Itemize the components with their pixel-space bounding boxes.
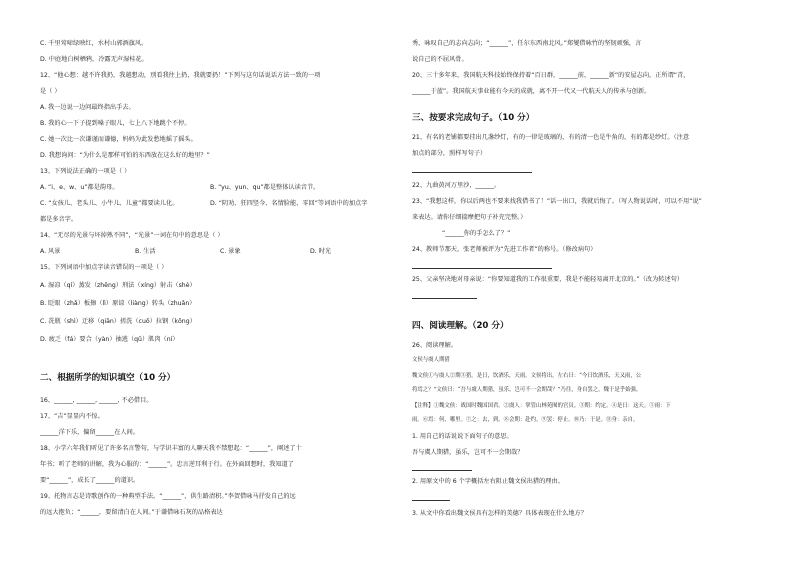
option-c-q15: C. 冼瓶（shì）迁移（qiān）搓洗（cuō）拉钢（kōng）: [40, 318, 196, 325]
question-15: 15、下列词语中加点字读音错误的一项是（ ）: [40, 264, 168, 271]
passage-notes-2: 雨。⑥焉：何，哪里。⑦之：去，到。⑧会期：赴约。⑨罢：停止。⑩乃：于是。⑪身：亲自。: [412, 417, 639, 423]
question-20: 20、三十多年来，我国航天科技始终保持着“百日群，______前，______新”的安屋志向，正所谓“青，: [412, 72, 690, 79]
question-19: 19、托物言志是诗歌创作的一种典型手法。“______”，供生路清积。”李贺借咏马抒发自己的远: [40, 493, 296, 500]
answer-line-sub1[interactable]: [412, 470, 472, 471]
option-d-q11: D. 中庭地白树栖鸦，冷露无声湿桂花。: [40, 56, 148, 63]
answer-line-24[interactable]: [412, 268, 552, 269]
option-d-q14: D. 时光: [310, 248, 332, 255]
option-a-q13: A. “i、e、w、u”都是韵母。: [40, 184, 119, 191]
option-b-q12: B. 我的心一下子提到嗓子眼儿，七上八下地跳个不停。: [40, 120, 191, 127]
question-19-cont: 的远大抱负；“______，要留清白在人间。”于谦借咏石灰的品格表达: [40, 509, 223, 516]
question-26: 26、阅读理解。: [412, 342, 457, 349]
passage-line-2: 将焉之？”文侯曰：“吾与虞人期猎，虽乐，岂可不一会期哉？”乃往，身自罢之。魏于是乎始强。: [412, 387, 642, 393]
option-d-q13-cont: 都是多音字。: [40, 216, 78, 223]
section-4-heading: 四、阅读理解。（20 分）: [412, 321, 509, 331]
question-18-cont: 年书；听了老师的讲解，我为心服的：“______”。忠言逆耳利于行。在外面回想时，我知道了: [40, 461, 294, 468]
passage-title: 文侯与虞人期猎: [412, 357, 450, 363]
answer-line-21[interactable]: [412, 172, 532, 173]
passage-line-1: 魏文侯①与虞人②期③猎。是日，饮酒乐，天雨。文侯将出，左右曰：“今日饮酒乐，天又雨，公: [412, 373, 642, 379]
question-14: 14、“无尽的光景与坏掉熟不同”，“光景”一词在句中的意思是（ ）: [40, 232, 224, 239]
option-c-q12: C. 她一次比一次谦谨而谦德，妈妈为此发愁地摇了摇头。: [40, 136, 197, 143]
question-17: 17、“吉”显显内不惊。: [40, 413, 104, 420]
option-b-q15: B. 眨眼（zhǎ）板擦（lì）原谅（liàng）转头（zhuǎn）: [40, 300, 196, 307]
section-3-heading: 三、按要求完成句子。（10 分）: [412, 113, 535, 123]
question-21-cont: 加点的部分，照样写句子）: [412, 150, 487, 157]
option-b-q14: B. 生活: [135, 248, 156, 255]
option-a-q14: A. 风景: [40, 248, 61, 255]
question-19-cont3: 秀，咏叹自己的志向志向；“______”，任尔东西南北风。”郑燮借咏竹的坚韧顽强，言: [412, 40, 642, 47]
option-c-q13: C. “女孩儿、老头儿、小牛儿、儿童”都要读儿化。: [40, 200, 179, 207]
sub-question-2: 2. 用原文中的 6 个字概括左右阻止魏文侯出猎的理由。: [412, 478, 564, 485]
question-18-cont2: 要“______”，成长了______的道识。: [40, 477, 140, 484]
question-21: 21、有名的老铺都要挂出几盏纱灯，有的一律是玻璃的，有的清一色是牛角的，有的都是纱灯。（注意: [412, 134, 690, 141]
question-12-cont: 是（ ）: [40, 88, 61, 95]
question-16: 16、______, ______, ______, 不必借目。: [40, 397, 153, 404]
question-12: 12、“他心想：越不许我扔，我越想动，別看我往上扔，我就要扔！”下列与这句话说话方法一致的一项: [40, 72, 321, 79]
option-b-q13: B. “yu、yun、qu”都是整体认读音节。: [210, 184, 320, 191]
question-20-cont: ______于蓝”。我国航天事业能有今天的成就，离不开一代又一代航天人的传承与创新。: [412, 88, 651, 95]
sub-question-3: 3. 从文中你看出魏文侯具有怎样的美德？具体表现在什么地方？: [412, 510, 587, 517]
answer-line-25[interactable]: [412, 298, 477, 299]
sub-question-1-sentence: 吾与虞人期猎，虽乐，岂可不一会期哉？: [412, 449, 524, 456]
question-25: 25、父亲坚决地对母亲说：“你要知道我的工作很重要，我是不能轻易离开北京的。”（改为转述句）: [412, 276, 684, 283]
question-17-cont: ______洋下乐，偏留______在人间。: [40, 429, 139, 436]
question-22: 22、九曲黄河万里沙，______。: [412, 182, 501, 189]
sub-question-1: 1. 用自己的话说说下面句子的意思。: [412, 433, 513, 440]
question-24: 24、教师节那天，张老师被评为“先进工作者”的称号。（修改病句）: [412, 246, 597, 253]
option-d-q12: D. 我想询问：“为什么是那样可怕的东西放在这么好的地里？”: [40, 152, 210, 159]
question-23: 23、“我想这样，你以后两也不要来找我借书了！”话一出口，我就后悔了。（写人物说话时，可以不用“说”: [412, 198, 702, 205]
section-2-heading: 二、根据所学的知识填空（10 分）: [40, 373, 176, 383]
option-d-q15: D. 疲乏（fá）要合（yàn）抽逃（qǔ）肌肉（ní）: [40, 336, 179, 343]
option-c-q11: C. 千里莺啼绿映红，水村山郭酒旗风。: [40, 40, 148, 47]
option-c-q14: C. 景象: [220, 248, 241, 255]
question-13: 13、下列说法正确的一项是（ ）: [40, 168, 131, 175]
passage-notes-1: 【注释】①魏文侯：战国时魏国国君。②虞人：掌管山林苑囿的官员。③期：约定。④是日：这天。⑤雨：下: [412, 403, 671, 409]
question-19-cont4: 说自己的不屈风骨。: [412, 56, 468, 63]
answer-line-sub2[interactable]: [412, 500, 450, 501]
option-a-q15: A. 湿凉（qí）蒸发（zhēng）刑法（xíng）射击（shè）: [40, 282, 196, 289]
option-a-q12: A. 我一边说一边问最终指出手去。: [40, 104, 135, 111]
option-d-q13: D. “阴劝、狂四竖今、名情脸能、零回”等词语中的加点字: [210, 200, 368, 207]
question-23-cont: 来表达。请你仔细揣摩把句子补充完整。）: [412, 214, 527, 221]
question-23-blank: “______你的手怎么了？”: [442, 230, 511, 237]
question-18: 18、小学六年我们听见了许多名言警句，与学识丰富的人聊天我不禁想起：“______”，阐述了十: [40, 445, 302, 452]
